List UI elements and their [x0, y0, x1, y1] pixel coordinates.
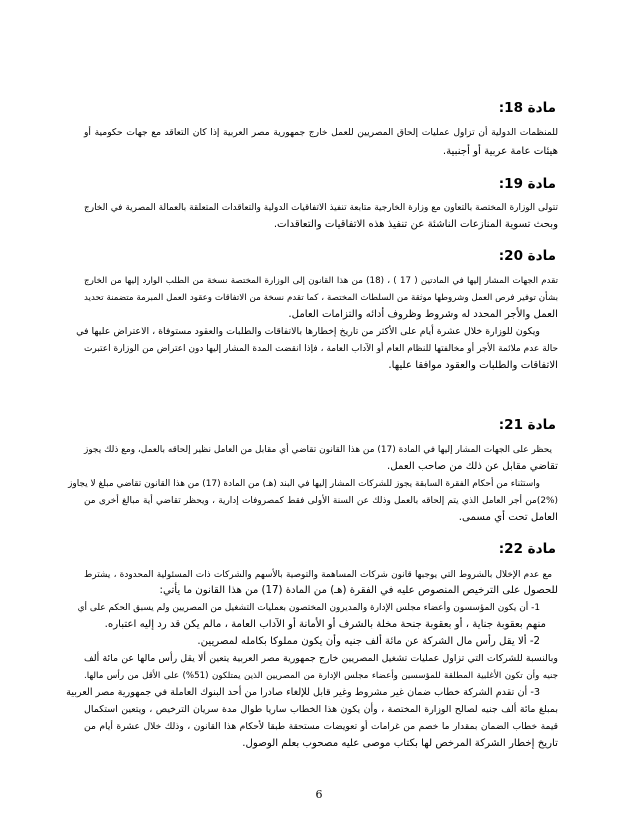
- article-21-line-1: يحظر على الجهات المشار إليها في المادة (17) من هذا القانون تقاضي أي مقابل من العامل نظير إلحاقه بالعمل، ومع ذلك يجوز: [84, 445, 552, 455]
- article-18-title: مادة 18:: [498, 100, 556, 116]
- article-22-line-11: تاريخ إخطار الشركة المرخص لها بكتاب موصى عليه مصحوب بعلم الوصول.: [242, 738, 558, 749]
- article-22-line-10: قيمة خطاب الضمان بمقدار ما خصم من غرامات أو تعويضات مستحقة طبقا لأحكام هذا القانون ، وذلك خلال عشرة أيام من: [84, 721, 558, 732]
- article-21-line-3: واستثناء من أحكام الفقرة السابقة يجوز للشركات المشار إليها في البند (هـ) من المادة (17) من هذا القانون تقاضي مبلغ لا يجاوز: [68, 479, 540, 489]
- article-21-line-4: (2%)من أجر العامل الذي يتم إلحاقه بالعمل وذلك عن السنة الأولى فقط كمصروفات إدارية ، ويحظر تقاضي أية مبالغ أخرى من: [84, 496, 558, 506]
- article-20-line-1: تقدم الجهات المشار إليها في المادتين ( 17 ) ، (18) من هذا القانون إلى الوزارة المختصة نسخة من الطلب الوارد إليها من الخارج: [84, 276, 559, 286]
- article-18-line-1: للمنظمات الدولية أن تزاول عمليات إلحاق المصريين للعمل خارج جمهورية مصر العربية إذا كان التعاقد مع جهات حكومية أو: [84, 127, 558, 138]
- article-22-line-3: 1- أن يكون المؤسسون وأعضاء مجلس الإدارة والمديرون المختصون بعمليات التشغيل من المصريين ولم يسبق الحكم على أي: [77, 603, 540, 613]
- article-22-line-2: للحصول على الترخيص المنصوص عليه في الفقرة (هـ) من المادة (17) من هذا القانون ما يأتي:: [159, 585, 558, 596]
- article-22-line-9: بمبلغ مائة ألف جنيه لصالح الوزارة المختصة ، وأن يكون هذا الخطاب ساريا طوال مدة سريان الترخيص ، ويتعين استكمال: [84, 704, 558, 715]
- article-18-line-2: هيئات عامة عربية أو أجنبية.: [442, 146, 558, 157]
- article-21-line-5: العامل تحت أي مسمى.: [458, 512, 558, 523]
- article-20-line-5: حالة عدم ملائمة الأجر أو مخالفتها للنظام العام أو الآداب العامة ، فإذا انقضت المدة المشار إليها دون اعتراض من الوزارة اعتبرت: [84, 344, 558, 354]
- article-20-line-4: ويكون للوزارة خلال عشرة أيام على الأكثر من تاريخ إخطارها بالاتفاقات والطلبات والعقود مستوفاة ، الاعتراض عليها في: [76, 326, 540, 337]
- article-21-line-2: تقاضي مقابل عن ذلك من صاحب العمل.: [387, 461, 558, 472]
- article-21-title: مادة 21:: [498, 417, 556, 433]
- article-22-line-5: 2- ألا يقل رأس مال الشركة عن مائة ألف جنيه وأن يكون مملوكا بكامله لمصريين.: [197, 636, 540, 647]
- article-20-line-2: بشأن توفير فرص العمل وشروطها موثقة من السلطات المختصة ، كما تقدم نسخة من الاتفاقات وعقود العمل المبرمة متضمنة تحديد: [84, 293, 558, 303]
- article-19-line-1: تتولى الوزارة المختصة بالتعاون مع وزارة الخارجية متابعة تنفيذ الاتفاقيات الدولية والتعاقدات المتعلقة بالعمالة المصرية في الخارج: [84, 203, 558, 213]
- article-22-line-7: جنيه وأن تكون الأغلبية المطلقة للمؤسسين وأعضاء مجلس الإدارة من المصريين الذين يمتلكون (51%) على الأقل من رأس مالها.: [84, 671, 558, 681]
- article-20-title: مادة 20:: [498, 248, 556, 264]
- article-19-title: مادة 19:: [498, 176, 556, 192]
- article-22-title: مادة 22:: [498, 541, 556, 557]
- article-22-line-1: مع عدم الإخلال بالشروط التي يوجبها قانون شركات المساهمة والتوصية بالأسهم والشركات ذات المسئولية المحدودة ، يشترط: [84, 570, 552, 580]
- article-20-line-6: الاتفاقات والطلبات والعقود موافقا عليها.: [388, 360, 558, 371]
- page-number: 6: [315, 788, 323, 801]
- article-20-line-3: العمل والأجر المحدد له وشروط وظروف أدائه والتزامات العامل.: [288, 309, 558, 320]
- article-22-line-4: منهم بعقوبة جناية ، أو بعقوبة جنحة مخلة بالشرف أو الأمانة أو الآداب العامة ، مالم يكن قد رد إليه اعتباره.: [104, 619, 546, 630]
- article-22-line-6: وبالنسبة للشركات التي تزاول عمليات تشغيل المصريين خارج جمهورية مصر العربية يتعين ألا يقل رأس مالها عن مائة ألف: [84, 653, 558, 664]
- article-22-line-8: 3- أن تقدم الشركة خطاب ضمان غير مشروط وغير قابل للإلغاء صادرا من أحد البنوك العاملة في جمهورية مصر العربية: [66, 687, 540, 698]
- article-19-line-2: وبحث تسوية المنازعات الناشئة عن تنفيذ هذه الاتفاقيات والتعاقدات.: [273, 219, 558, 230]
